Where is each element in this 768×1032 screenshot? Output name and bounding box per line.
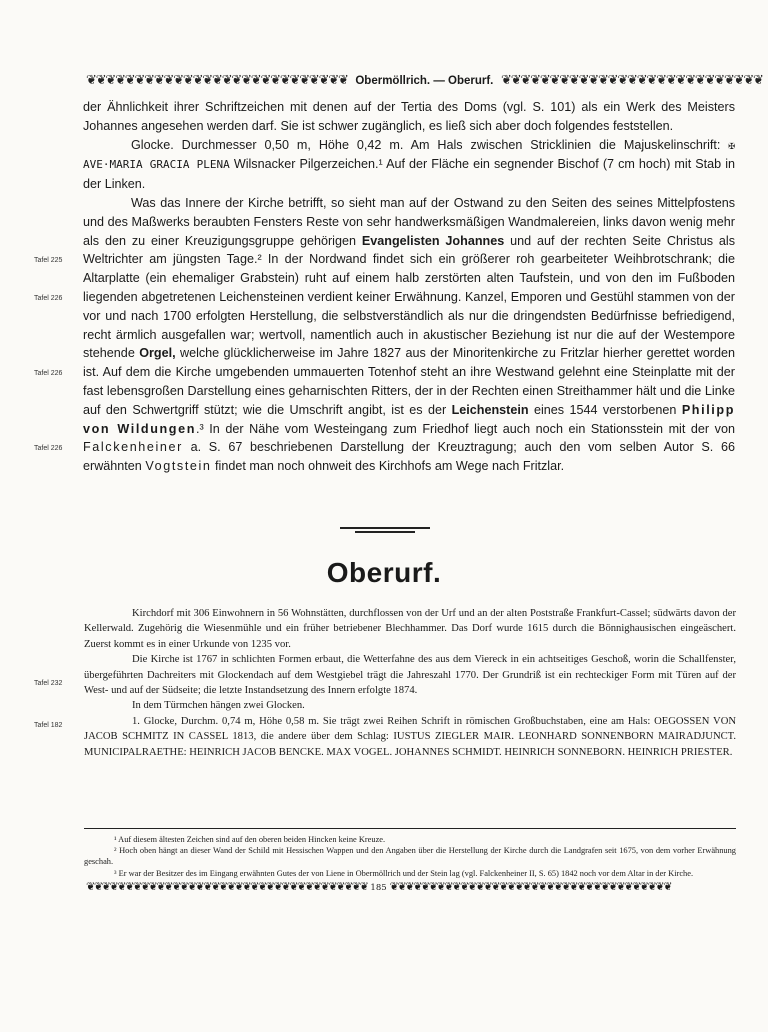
interior-name-philipp: Philipp von Wildungen: [83, 402, 735, 436]
page-header: [86, 73, 763, 88]
paragraph: Die Kirche ist 1767 in schlichten Formen erbaut, die Wetterfahne des aus dem Viereck in ein achtseitiges Geschoß, worin die Schallfenster, übergeführten Dachreiters mit Glockendach auf dem Westgiebel trägt die Jahreszahl 1770. Der Grundriß ist ein rechteckiger Form mit Türen auf der West- und auf der Südseite; die letzte Instandsetzung des Innern erfolgte 1874.: [84, 654, 736, 697]
paragraph: Kirchdorf mit 306 Einwohnern in 56 Wohnstätten, durchflossen von der Urf und an der alten Poststraße Frankfurt-Cassel; südwärts davon der Kellerwald. Zugehörig die Wiesenmühle und ein früher betriebener Blechhammer. Das Dorf wurde 1615 durch die Bönnighausischen eingeäschert. Zuerst kommt es in einer Urkunde von 1235 vor.: [84, 608, 736, 650]
footnote: ² Hoch oben hängt an dieser Wand der Schild mit Hessischen Wappen und den Angaben über die Herstellung der Kirche durch die Landgrafen seit 1675, von dem vorher Erwähnung geschah.: [84, 846, 736, 867]
margin-note: Tafel 225: [34, 257, 63, 264]
interior-bold-gravestone: Leichenstein: [451, 402, 529, 417]
margin-note: Tafel 226: [34, 445, 63, 452]
footnote: ¹ Auf diesem ältesten Zeichen sind auf den oberen beiden Hincken keine Kreuze.: [114, 835, 386, 844]
footnote: ³ Er war der Besitzer des im Eingang erwähnten Gutes der von Liene in Obermöllrich und der Stein lag (vgl. Falckenheiner II, S. 65) 1842 noch vor dem Altar in der Kirche.: [114, 868, 694, 878]
bell-text-b: Wilsnacker Pilgerzeichen.¹ Auf der Fläche ein segnender Bischof (7 cm hoch) mit Stab in der Linken.: [83, 157, 736, 192]
interior-text-c: welche glücklicherweise im Jahre 1827 aus der Minoritenkirche zu Fritzlar hierher gerettet worden ist. Auf dem die Kirche umgebenden ummauerten Totenhof steht an ihre Westwand gelehnt eine Steinplatte mit der fast lebensgroßen Darstellung eines geharnischten Ritters, der in der Rechten einen Streithammer hält und die Linke auf den Schwertgriff stützt; wie die Umschrift angibt, ist es der: [83, 346, 736, 417]
margin-note: Tafel 182: [34, 722, 63, 729]
page-footer: [86, 880, 736, 893]
paragraph: 1. Glocke, Durchm. 0,74 m, Höhe 0,58 m. Sie trägt zwei Reihen Schrift in römischen Großbuchstaben, eine am Hals: OEGOSSEN VON JACOB SCHMITZ IN CASSEL 1813, die andere über dem Schlag: IUSTUS ZIEGLER MAIR. LEONHARD SONNENBORN MAIRADJUNCT. MUNICIPALRAETHE: HEINRICH JACOB BENCKE. MAX VOGEL. JOHANNES SCHMIDT. HEINRICH SONNEBORN. HEINRICH PRIESTER.: [84, 715, 736, 758]
paragraph: der Ähnlichkeit ihrer Schriftzeichen mit denen auf der Tertia des Doms (vgl. S. 101) als ein Werk des Meisters Johannes angesehen werden darf. Sie ist schwer zugänglich, es ließ sich aber doch folgendes feststellen.: [83, 100, 735, 133]
interior-text-g: findet man noch ohnweit des Kirchhofs am Wege nach Fritzlar.: [215, 459, 565, 474]
margin-note: Tafel 232: [34, 680, 63, 687]
footer-ornament-left: ❦❦❦❦❦❦❦❦❦❦❦❦❦❦❦❦❦❦❦❦❦❦❦❦❦❦❦❦❦❦❦❦❦❦❦❦: [86, 880, 368, 893]
paragraph-interior: [83, 194, 735, 476]
bell-inscription: ✠ AVE·MARIA GRACIA PLENA: [83, 138, 736, 172]
margin-note: Tafel 226: [34, 370, 63, 377]
footnotes: [84, 834, 736, 879]
interior-text-d: eines 1544 verstorbenen: [533, 402, 677, 417]
header-ornament-left: ❦❦❦❦❦❦❦❦❦❦❦❦❦❦❦❦❦❦❦❦❦❦❦❦❦❦❦: [86, 73, 348, 88]
footer-ornament-right: ❦❦❦❦❦❦❦❦❦❦❦❦❦❦❦❦❦❦❦❦❦❦❦❦❦❦❦❦❦❦❦❦❦❦❦❦: [389, 880, 672, 893]
interior-text-b: und auf der rechten Seite Christus als Weltrichter am jüngsten Tage.² In der Nordwand findet sich ein größerer roh gearbeiteter Weihbrotschrank; die Altarplatte (ein ehemaliger Grabstein) ruht auf einem halb zerstörten alten Taufstein, und von den im Fußboden liegenden abgetretenen Leichensteinen verdient keiner Erwähnung. Kanzel, Emporen und Gestühl stammen von der vor und nach 1700 erfolgten Herstellung, die selbstverständlich als nur die dringendsten Bedürfnisse befriedigend, recht ärmlich ausgefallen war; wertvoll, namentlich auch in akustischer Beziehung ist nur die auf der Westempore stehende: [83, 233, 736, 361]
interior-text-f: a. S. 67 beschriebenen Darstellung der Kreuztragung; auch den vom selben Autor S. 66 erwähnten: [83, 440, 735, 474]
bell-text-a: Glocke. Durchmesser 0,50 m, Höhe 0,42 m. Am Hals zwischen Stricklinien die Majuskelinschrift:: [131, 137, 721, 152]
interior-bold-organ: Orgel,: [139, 346, 176, 361]
margin-note: Tafel 226: [34, 295, 63, 302]
interior-name-falckenheiner: Falckenheiner: [83, 440, 183, 455]
section-heading: Oberurf.: [326, 557, 442, 588]
interior-text-a: Was das Innere der Kirche betrifft, so sieht man auf der Ostwand zu den Seiten des seines Mittelpfostens und des Maßwerks beraubten Fensters Reste von sehr handwerksmäßigen Wandmalereien, links davon wenig mehr als den zu einer Kreuzigungsgruppe gehörigen: [83, 195, 735, 248]
interior-text-e: .³ In der Nähe vom Westeingang zum Friedhof liegt auch noch ein Stationsstein mit der von: [196, 421, 735, 436]
section-divider: [340, 527, 430, 537]
header-ornament-right: ❦❦❦❦❦❦❦❦❦❦❦❦❦❦❦❦❦❦❦❦❦❦❦❦❦❦❦: [501, 73, 763, 88]
interior-bold-evangelist: Evangelisten Johannes: [361, 233, 505, 248]
header-title: Obermöllrich. — Oberurf.: [355, 75, 494, 87]
paragraph: In dem Türmchen hängen zwei Glocken.: [132, 700, 305, 712]
paragraph-bell: [83, 136, 735, 194]
section-oberurf-text: [84, 606, 736, 760]
interior-name-vogtstein: Vogtstein: [145, 459, 212, 474]
section-obermoellrich-text: [83, 98, 735, 476]
footnote-rule: [84, 828, 736, 829]
page-number: 185: [370, 883, 387, 893]
